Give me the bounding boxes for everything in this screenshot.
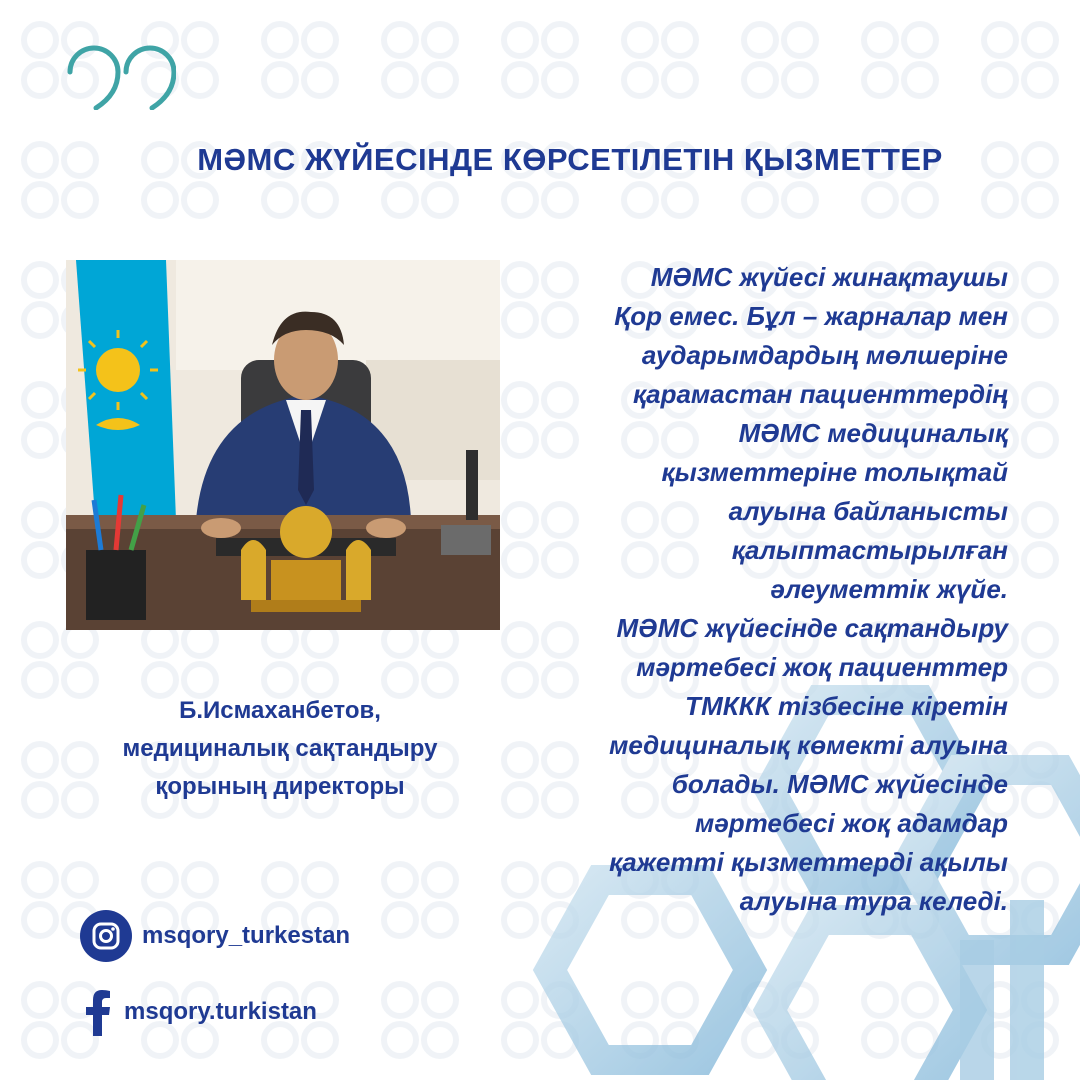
body-line: алуына байланысты: [728, 496, 1008, 526]
body-line: МӘМС жүйесі жинақтаушы: [650, 262, 1008, 292]
instagram-handle[interactable]: msqory_turkestan: [142, 922, 351, 949]
body-line: қажетті қызметтерді ақылы: [609, 847, 1008, 877]
body-line: қызметтеріне толықтай: [661, 457, 1008, 487]
instagram-icon: [80, 910, 132, 962]
body-line: болады. МӘМС жүйесінде: [671, 769, 1008, 799]
body-line: аударымдардың мөлшеріне: [641, 340, 1008, 370]
body-line: МӘМС жүйесінде сақтандыру: [616, 613, 1008, 643]
caption-line: медициналық сақтандыру: [122, 735, 438, 762]
body-line: МӘМС медициналық: [738, 418, 1008, 448]
page-title: МӘМС ЖҮЙЕСІНДЕ КӨРСЕТІЛЕТІН ҚЫЗМЕТТЕР: [197, 142, 943, 177]
body-line: қалыптастырылған: [731, 535, 1008, 565]
caption-line: Б.Исмаханбетов,: [179, 697, 381, 724]
facebook-handle[interactable]: msqory.turkistan: [124, 998, 317, 1025]
body-line: медициналық көмекті алуына: [609, 730, 1008, 760]
caption-line: қорының директоры: [155, 773, 405, 800]
body-line: мәртебесі жоқ адамдар: [695, 808, 1008, 838]
quote-icon: [64, 40, 176, 110]
director-photo: [66, 260, 500, 630]
body-line: алуына тура келеді.: [739, 886, 1008, 916]
body-line: әлеуметтік жүйе.: [770, 574, 1008, 604]
body-line: қарамастан пациенттердің: [632, 379, 1008, 409]
facebook-icon: [80, 988, 114, 1036]
photo-caption: [80, 692, 480, 806]
body-text: [508, 258, 1008, 921]
body-line: мәртебесі жоқ пациенттер: [636, 652, 1008, 682]
body-line: ТМККК тізбесіне кіретін: [684, 691, 1008, 721]
instagram-link[interactable]: [80, 910, 350, 962]
facebook-link[interactable]: [80, 988, 317, 1036]
body-line: Қор емес. Бұл – жарналар мен: [614, 301, 1008, 331]
